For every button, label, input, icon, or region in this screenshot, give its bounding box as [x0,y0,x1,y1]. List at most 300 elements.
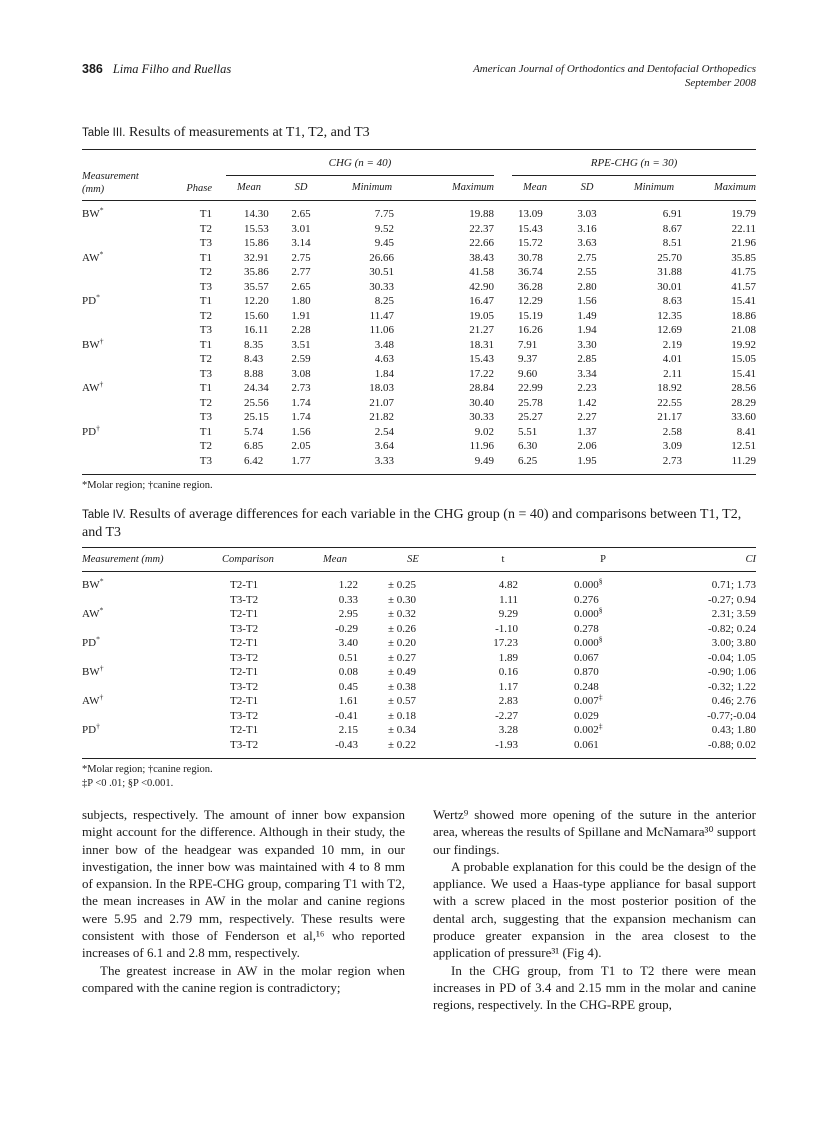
value-cell: 2.75 [577,251,597,264]
value-cell: 1.49 [577,309,597,322]
value-cell: 3.64 [374,440,394,452]
ci-cell: 0.46; 2.76 [711,695,756,707]
se-cell: ± 0.38 [388,680,417,693]
measurement-cell [82,694,222,709]
measurement-cell [82,381,170,396]
table-row [82,607,756,622]
value-cell: 18.03 [369,382,394,394]
t-cell: -2.27 [495,709,518,722]
table-row [82,381,756,396]
t-cell: -1.93 [495,738,518,751]
col-comparison: Comparison [222,554,274,565]
measurement-symbol: † [99,335,104,345]
value-cell: 12.51 [731,440,756,452]
measurement-cell [82,294,170,309]
p-symbol: § [598,634,603,644]
p-value: 0.007 [574,695,599,707]
value-cell: 21.82 [369,411,394,423]
value-cell: 5.51 [518,425,538,438]
phase-cell: T2 [199,222,212,235]
value-cell: 24.34 [244,382,269,394]
col-rpe-sd: SD [580,182,594,194]
value-cell: 16.26 [518,324,543,336]
value-cell: 12.29 [518,295,543,307]
table-row [82,396,756,411]
p-symbol: ‡ [598,721,603,731]
se-cell: ± 0.30 [388,593,417,606]
ci-cell: -0.32; 1.22 [708,680,756,693]
value-cell: 3.30 [577,338,597,351]
value-cell: 11.47 [369,309,394,322]
value-cell: 2.54 [374,425,394,438]
p-value: 0.000 [574,608,599,620]
value-cell: 18.31 [469,338,494,351]
body-column-right [433,806,756,1014]
mean-cell: 2.95 [338,608,358,620]
measurement-symbol: † [99,692,104,702]
value-cell: 41.58 [469,266,494,278]
ci-cell: -0.04; 1.05 [708,651,756,664]
col-chg-max: Maximum [452,182,494,194]
se-cell: ± 0.57 [388,695,417,707]
value-cell: 28.84 [469,382,494,394]
value-cell: 2.80 [577,280,597,293]
value-cell: 15.86 [244,237,269,249]
body-paragraph: In the CHG group, from T1 to T2 there were mean increases in PD of 3.4 and 2.15 mm in the molar and canine regions, respectively. In the CHG-RPE group, [433,962,756,1013]
p-value: 0.870 [574,666,599,678]
table-row [82,651,756,666]
p-value: 0.000 [574,579,599,591]
value-cell: 28.56 [731,382,756,394]
value-cell: 12.35 [657,309,682,322]
table-row [82,367,756,382]
value-cell: 42.90 [469,280,494,293]
value-cell: 30.01 [657,280,682,293]
value-cell: 1.37 [577,425,597,438]
table-row [82,665,756,680]
ci-cell: -0.90; 1.06 [708,666,756,678]
comparison-cell: T2-T1 [230,666,259,678]
p-value: 0.029 [574,709,599,722]
group-rpe-chg: RPE-CHG (n = 30) [512,156,756,176]
value-cell: 19.05 [469,309,494,322]
measurement-cell [82,352,170,367]
col-ci: CI [745,554,756,565]
p-value: 0.067 [574,651,599,664]
phase-cell: T3 [199,280,212,293]
value-cell: 19.88 [469,208,494,220]
value-cell: 2.65 [291,208,311,220]
value-cell: 36.74 [518,266,543,278]
value-cell: 2.19 [662,338,682,351]
p-cell [548,723,658,738]
value-cell: 8.63 [662,295,682,307]
value-cell: 13.09 [518,208,543,220]
comparison-cell: T2-T1 [230,579,259,591]
value-cell: 11.06 [369,324,394,336]
body-paragraph: The greatest increase in AW in the molar region when compared with the canine region is contradictory; [82,962,405,995]
value-cell: 21.96 [731,237,756,249]
phase-cell: T3 [199,324,212,336]
value-cell: 38.43 [469,251,494,264]
t-cell: 1.17 [498,680,518,693]
mean-cell: 2.15 [338,724,358,736]
table-row [82,694,756,709]
p-value: 0.278 [574,622,599,635]
value-cell: 1.94 [577,324,597,336]
phase-cell: T3 [199,237,212,249]
col-chg-mean: Mean [237,182,261,194]
value-cell: 33.60 [731,411,756,423]
value-cell: 25.70 [657,251,682,264]
measurement-cell [82,396,170,411]
value-cell: 25.15 [244,411,269,423]
running-head [82,60,756,89]
col-rpe-max: Maximum [714,182,756,194]
table-4-footnotes [82,763,756,791]
col-phase: Phase [186,182,212,194]
value-cell: 15.43 [518,222,543,235]
value-cell: 3.14 [291,237,311,249]
p-value: 0.276 [574,593,599,606]
comparison-cell: T2-T1 [230,637,259,649]
p-cell [548,651,658,666]
phase-cell: T2 [199,353,212,365]
comparison-cell: T2-T1 [230,695,259,707]
phase-cell: T2 [199,266,212,278]
value-cell: 28.29 [731,396,756,409]
value-cell: 2.05 [291,440,311,452]
measurement-cell [82,709,222,724]
value-cell: 30.33 [369,280,394,293]
table-4-footnote-2: ‡P <0 .01; §P <0.001. [82,778,174,789]
measurement-cell [82,335,170,353]
comparison-cell: T2-T1 [230,608,259,620]
measurement-cell [82,323,170,338]
value-cell: 3.48 [374,338,394,351]
measurement-symbol: † [99,379,104,389]
measurement-name: BW [82,666,100,678]
value-cell: 32.91 [244,251,269,264]
mean-cell: 0.51 [338,651,358,664]
table-3-title: Results of measurements at T1, T2, and T3 [128,125,370,140]
table-4 [82,506,756,791]
value-cell: 1.91 [291,309,311,322]
measurement-name: BW [82,338,100,351]
value-cell: 3.34 [577,367,597,380]
table-row [82,265,756,280]
value-cell: 15.05 [731,353,756,365]
table-3-body [82,201,756,475]
phase-cell: T1 [199,425,212,438]
value-cell: 35.57 [244,280,269,293]
value-cell: 3.09 [662,440,682,452]
se-cell: ± 0.34 [388,724,417,736]
measurement-name: AW [82,251,100,264]
value-cell: 6.85 [244,440,264,452]
measurement-cell [82,572,222,593]
value-cell: 22.55 [657,396,682,409]
value-cell: 15.72 [518,237,543,249]
value-cell: 6.30 [518,440,538,452]
measurement-cell [82,236,170,251]
phase-cell: T2 [199,309,212,322]
journal-info [473,62,756,90]
table-4-title: Results of average differences for each variable in the CHG group (n = 40) and comparisons between T1, T2, and T3 [82,507,742,540]
table-4-footnote-1: *Molar region; †canine region. [82,764,213,775]
table-row [82,236,756,251]
comparison-cell: T2-T1 [230,724,259,736]
value-cell: 2.28 [291,324,311,336]
col-chg-sd: SD [294,182,308,194]
comparison-cell: T3-T2 [230,593,259,606]
phase-cell: T3 [199,411,212,423]
value-cell: 22.66 [469,237,494,249]
value-cell: 26.66 [369,251,394,264]
phase-cell: T1 [199,208,212,220]
value-cell: 25.56 [244,396,269,409]
measurement-cell [82,723,222,738]
measurement-cell [82,665,222,680]
mean-cell: 1.61 [338,695,358,707]
table-row [82,723,756,738]
value-cell: 36.28 [518,280,543,293]
t-cell: 1.11 [499,593,518,606]
value-cell: 9.60 [518,367,538,380]
comparison-cell: T3-T2 [230,680,259,693]
value-cell: 6.25 [518,454,538,467]
p-symbol: ‡ [598,692,603,702]
value-cell: 11.29 [731,454,756,467]
page-number: 386 [82,62,103,76]
p-symbol: § [598,605,603,615]
se-cell: ± 0.32 [388,608,417,620]
value-cell: 1.74 [291,396,311,409]
group-rpe-chg-cell [494,150,756,179]
value-cell: 3.08 [291,367,311,380]
measurement-cell [82,636,222,651]
t-cell: 1.89 [498,651,518,664]
measurement-cell [82,248,170,266]
value-cell: 8.51 [662,237,682,249]
se-cell: ± 0.27 [388,651,417,664]
measurement-name: PD [82,295,97,307]
value-cell: 15.41 [731,367,756,380]
measurement-symbol: * [96,292,100,302]
mean-cell: 0.08 [338,666,358,678]
table-row [82,410,756,425]
value-cell: 2.11 [663,367,682,380]
table-row [82,201,756,222]
measurement-name: BW [82,579,100,591]
value-cell: 2.59 [291,353,311,365]
p-cell [548,709,658,724]
col-measurement-line2: (mm) [82,184,105,195]
ci-cell: -0.77;-0.04 [707,709,756,722]
value-cell: 12.69 [657,324,682,336]
value-cell: 14.30 [244,208,269,220]
measurement-name: AW [82,382,100,394]
measurement-name: BW [82,208,100,220]
table-3-grid [82,149,756,475]
col-chg-min: Minimum [351,182,393,194]
measurement-cell [82,454,170,475]
value-cell: 15.19 [518,309,543,322]
measurement-symbol: * [99,605,104,615]
value-cell: 7.91 [518,338,538,351]
value-cell: 19.79 [731,208,756,220]
phase-cell: T1 [199,338,212,351]
t-cell: 9.29 [498,608,518,620]
value-cell: 18.86 [731,309,756,322]
col-se: SE [407,554,419,565]
value-cell: 4.01 [662,353,682,365]
value-cell: 3.01 [291,222,311,235]
value-cell: 3.63 [577,237,597,249]
measurement-cell [82,622,222,637]
value-cell: 2.23 [577,382,597,394]
se-cell: ± 0.18 [388,709,417,722]
ci-cell: -0.82; 0.24 [708,622,756,635]
value-cell: 9.37 [518,353,538,365]
ci-cell: 0.71; 1.73 [711,579,756,591]
p-cell [548,694,658,709]
value-cell: 3.03 [577,208,597,220]
table-4-label: Table IV. [82,509,126,521]
value-cell: 30.40 [469,396,494,409]
value-cell: 30.33 [469,411,494,423]
value-cell: 2.55 [577,266,597,278]
value-cell: 1.95 [577,454,597,467]
value-cell: 1.77 [291,454,311,467]
value-cell: 22.11 [731,222,756,235]
phase-cell: T2 [199,396,212,409]
col-p: P [600,554,606,565]
value-cell: 3.16 [577,222,597,235]
mean-cell: 0.33 [338,593,358,606]
table-row [82,338,756,353]
t-cell: -1.10 [495,622,518,635]
ci-cell: 2.31; 3.59 [711,608,756,620]
p-cell [548,607,658,622]
value-cell: 21.08 [731,324,756,336]
measurement-name: PD [82,724,97,736]
measurement-symbol: † [99,663,104,673]
value-cell: 21.07 [369,396,394,409]
col-rpe-min: Minimum [633,182,675,194]
table-row [82,352,756,367]
body-paragraph: subjects, respectively. The amount of inner bow expansion might account for the difference. Although in their study, the inner bow of the headgear was expanded 10 mm, in our investigation, the inner bow was maintained with 4 to 8 mm of expansion. In the RPE-CHG group, comparing T1 with T2, the mean increases in AW in the molar and canine regions were 5.95 and 2.79 mm, respectively. These results were consistent with those of Fenderson et al,¹⁶ who reported increases of 6.1 and 2.8 mm, respectively. [82,807,405,961]
phase-cell: T2 [199,440,212,452]
group-chg-cell [212,150,494,179]
p-cell [548,680,658,695]
se-cell: ± 0.49 [388,666,417,678]
comparison-cell: T3-T2 [230,622,259,635]
measurement-name: AW [82,695,100,707]
value-cell: 2.75 [291,251,311,264]
t-cell: 17.23 [493,637,518,649]
value-cell: 2.73 [662,454,682,467]
body-column-left [82,806,405,996]
body-paragraph: A probable explanation for this could be the design of the appliance. We used a Haas-type appliance for basal support with a screw placed in the most posterior position of the dental arch, suggesting that the expansion mechanism can produce greater expansion in the area closest to the application of pressure³¹ (Fig 4). [433,858,756,961]
table-row [82,738,756,759]
value-cell: 15.60 [244,309,269,322]
value-cell: 8.35 [244,338,264,351]
col-measurement-line1: Measurement [82,171,139,182]
measurement-cell [82,439,170,454]
measurement-symbol: * [96,634,100,644]
table-4-body [82,572,756,759]
value-cell: 1.42 [577,396,597,409]
table-row [82,425,756,440]
p-symbol: § [598,576,603,586]
measurement-cell [82,201,170,222]
table-row [82,323,756,338]
value-cell: 3.33 [374,454,394,467]
value-cell: 9.49 [474,454,494,467]
table-row [82,454,756,475]
table-3 [82,124,756,493]
value-cell: 35.86 [244,266,269,278]
value-cell: 21.17 [657,411,682,423]
mean-cell: -0.43 [335,738,358,751]
p-value: 0.002 [574,724,599,736]
journal-title: American Journal of Orthodontics and Dentofacial Orthopedics [473,63,756,75]
measurement-cell [82,367,170,382]
table-3-footnote: *Molar region; †canine region. [82,480,213,491]
table-row [82,593,756,608]
value-cell: 22.37 [469,222,494,235]
p-cell [548,622,658,637]
journal-issue: September 2008 [684,77,756,89]
ci-cell: 0.43; 1.80 [711,724,756,736]
value-cell: 2.27 [577,411,597,423]
se-cell: ± 0.25 [388,579,417,591]
value-cell: 8.41 [736,425,756,438]
measurement-cell [82,422,170,440]
value-cell: 6.42 [244,454,264,467]
value-cell: 9.02 [474,425,494,438]
value-cell: 9.45 [374,237,394,249]
col-measurement [82,150,170,201]
table-row [82,280,756,295]
phase-cell: T1 [199,251,212,264]
value-cell: 5.74 [244,425,264,438]
table-row [82,309,756,324]
group-chg: CHG (n = 40) [226,156,494,176]
table-row [82,636,756,651]
value-cell: 1.84 [374,367,394,380]
value-cell: 15.41 [731,295,756,307]
measurement-name: PD [82,425,97,438]
t-cell: 0.16 [498,666,518,678]
value-cell: 1.56 [291,425,311,438]
mean-cell: -0.41 [335,709,358,722]
comparison-cell: T3-T2 [230,651,259,664]
se-cell: ± 0.26 [388,622,417,635]
p-value: 0.061 [574,738,599,751]
measurement-name: PD [82,637,97,649]
value-cell: 30.78 [518,251,543,264]
t-cell: 4.82 [498,579,518,591]
value-cell: 25.78 [518,396,543,409]
value-cell: 11.96 [469,440,494,452]
value-cell: 16.11 [244,324,269,336]
phase-cell: T1 [199,382,212,394]
col-rpe-mean: Mean [523,182,547,194]
table-4-grid [82,547,756,759]
value-cell: 7.75 [374,208,394,220]
